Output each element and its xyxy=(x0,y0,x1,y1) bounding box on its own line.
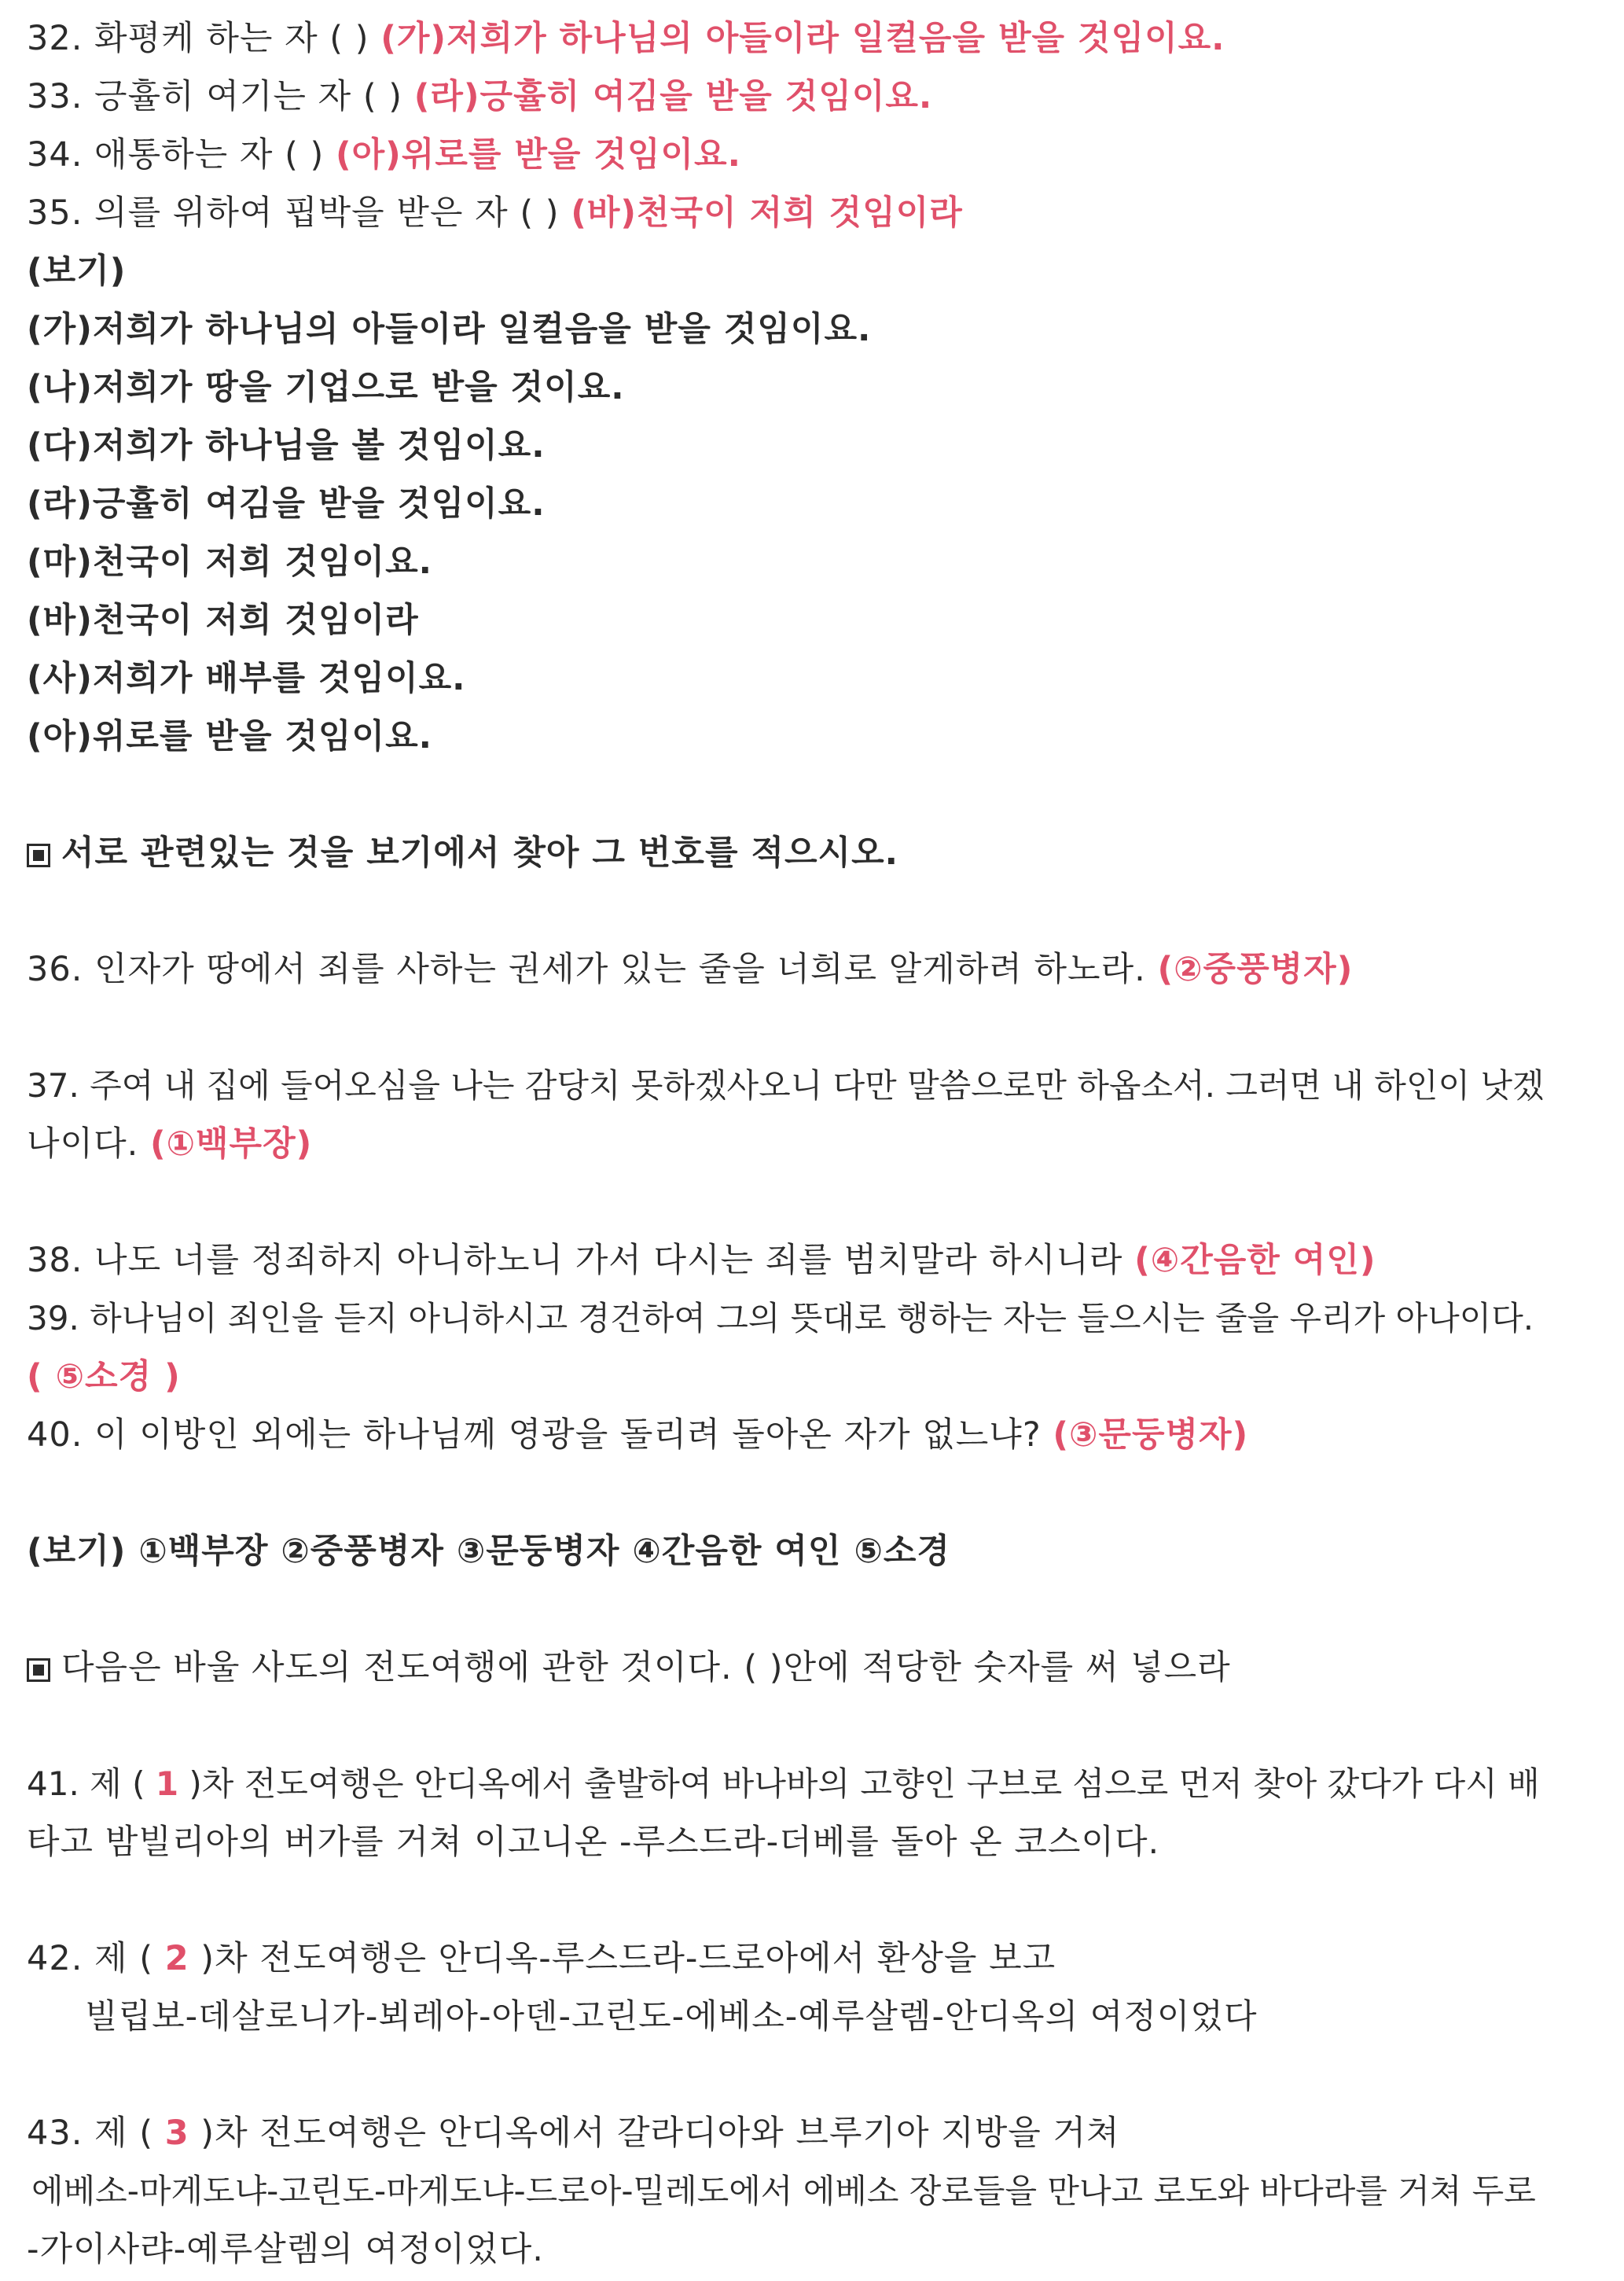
answer-text: 3 xyxy=(164,2114,189,2153)
answer-text: (가)저희가 하나님의 아들이라 일컬음을 받을 것임이요. xyxy=(380,19,1225,58)
bogi-item: (가)저희가 하나님의 아들이라 일컬음을 받을 것임이요. xyxy=(27,310,872,349)
square-bullet-icon xyxy=(27,1658,50,1682)
question-41-line2: 타고 밤빌리아의 버가를 거쳐 이고니온 -루스드라-더베를 돌아 온 코스이다. xyxy=(27,1823,1160,1862)
question-37-line1: 37. 주여 내 집에 들어오심을 나는 감당치 못하겠사오니 다만 말씀으로만 하옵소서. 그러면 내 하인이 낫겠 xyxy=(27,1066,1545,1105)
question-43-line2: 에베소-마게도냐-고린도-마게도냐-드로아-밀레도에서 에베소 장로들을 만나고 로도와 바다라를 거쳐 두로 xyxy=(31,2172,1536,2210)
question-text: 40. 이 이방인 외에는 하나님께 영광을 돌리려 돌아온 자가 없느냐? xyxy=(27,1415,1053,1455)
answer-text: (④간음한 여인) xyxy=(1134,1241,1376,1280)
question-43-line1: 43. 제 ( 3 )차 전도여행은 안디옥에서 갈라디아와 브루기아 지방을 거쳐 xyxy=(27,2114,1120,2153)
bogi-item: (사)저희가 배부를 것임이요. xyxy=(27,659,466,698)
question-35 xyxy=(27,184,1600,242)
question-text: 33. 긍휼히 여기는 자 ( ) xyxy=(27,77,414,116)
bogi-item: (라)긍휼히 여김을 받을 것임이요. xyxy=(27,484,546,524)
bogi-item: (다)저희가 하나님을 볼 것임이요. xyxy=(27,426,546,465)
question-41-line1: 41. 제 ( 1 )차 전도여행은 안디옥에서 출발하여 바나바의 고향인 구브로 섬으로 먼저 찾아 갔다가 다시 배 xyxy=(27,1764,1540,1803)
question-43-line3: -가이사랴-예루살렘의 여정이었다. xyxy=(27,2230,544,2269)
question-34 xyxy=(27,126,1600,184)
answer-text: (①백부장) xyxy=(149,1124,313,1164)
question-32 xyxy=(27,9,1600,68)
answer-text: (바)천국이 저희 것임이라 xyxy=(571,193,963,233)
square-bullet-icon xyxy=(27,844,50,867)
answer-text: 1 xyxy=(155,1764,179,1803)
bogi-item: (마)천국이 저희 것임이요. xyxy=(27,543,432,582)
question-text: 34. 애통하는 자 ( ) xyxy=(27,135,336,175)
answer-text: (③문둥병자) xyxy=(1053,1415,1249,1455)
question-text: 38. 나도 너를 정죄하지 아니하노니 가서 다시는 죄를 범치말라 하시니라 xyxy=(27,1241,1135,1280)
question-39: 39. 하나님이 죄인을 듣지 아니하시고 경건하여 그의 뜻대로 행하는 자는 들으시는 줄을 우리가 아나이다. xyxy=(27,1299,1534,1337)
bogi-item: (아)위로를 받을 것임이요. xyxy=(27,717,432,756)
bogi-item: (나)저희가 땅을 기업으로 받을 것이요. xyxy=(27,368,625,407)
section-heading: 서로 관련있는 것을 보기에서 찾아 그 번호를 적으시오. xyxy=(27,824,1600,882)
question-text: 나이다. xyxy=(27,1124,150,1164)
answer-text: ( ⑤소경 ) xyxy=(27,1357,181,1396)
question-37-line2 xyxy=(27,1115,1600,1173)
answer-text: (아)위로를 받을 것임이요. xyxy=(335,135,741,175)
section-heading: 다음은 바울 사도의 전도여행에 관한 것이다. ( )안에 적당한 숫자를 써 넣으라 xyxy=(27,1639,1600,1697)
question-42-line1: 42. 제 ( 2 )차 전도여행은 안디옥-루스드라-드로아에서 환상을 보고 xyxy=(27,1939,1056,1978)
bogi-title: (보기) xyxy=(27,252,127,291)
bogi-item: (바)천국이 저희 것임이라 xyxy=(27,601,419,640)
question-38 xyxy=(27,1231,1600,1290)
answer-text: (②중풍병자) xyxy=(1157,950,1354,989)
question-text: 36. 인자가 땅에서 죄를 사하는 권세가 있는 줄을 너희로 알게하려 하노라. xyxy=(27,950,1158,989)
question-text: 35. 의를 위하여 핍박을 받은 자 ( ) xyxy=(27,193,571,233)
answer-text: (라)긍휼히 여김을 받을 것임이요. xyxy=(413,77,933,116)
question-text: 32. 화평케 하는 자 ( ) xyxy=(27,19,381,58)
question-40 xyxy=(27,1406,1600,1464)
question-42-line2: 빌립보-데살로니가-뵈레아-아덴-고린도-에베소-예루살렘-안디옥의 여정이었다 xyxy=(85,1997,1258,2036)
question-33 xyxy=(27,68,1600,126)
question-36 xyxy=(27,940,1600,999)
answer-text: 2 xyxy=(164,1939,189,1978)
bogi-options: (보기) ①백부장 ②중풍병자 ③문둥병자 ④간음한 여인 ⑤소경 xyxy=(27,1532,950,1571)
